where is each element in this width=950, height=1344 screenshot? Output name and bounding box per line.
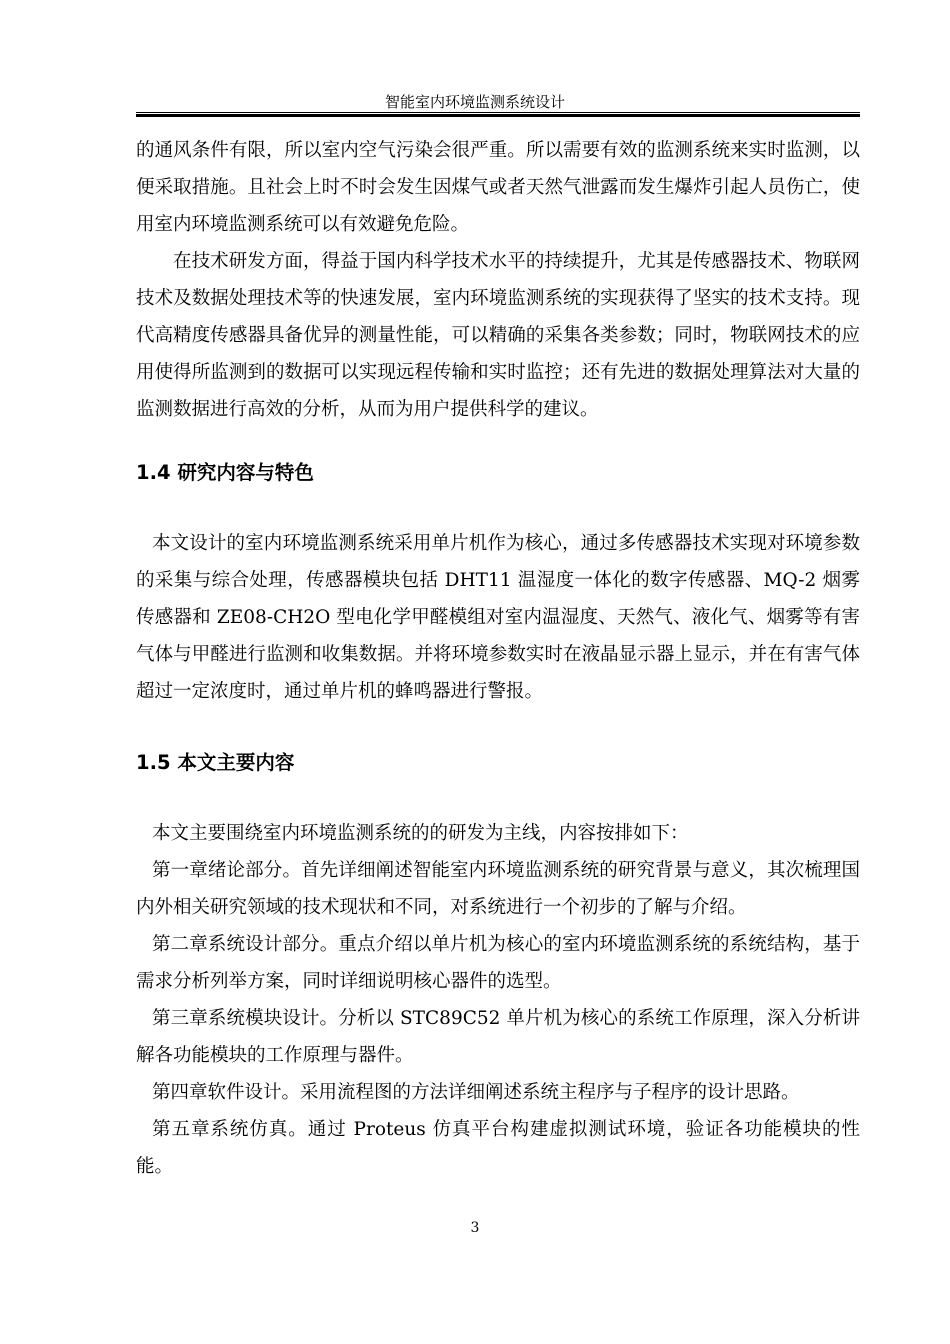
header-rule-thick	[136, 114, 860, 117]
running-header-title: 智能室内环境监测系统设计	[384, 93, 565, 111]
page-number: 3	[470, 1220, 480, 1236]
body-paragraph-chapter-5: 第五章系统仿真。通过 Proteus 仿真平台构建虚拟测试环境，验证各功能模块的性能。	[136, 1119, 860, 1177]
body-paragraph-tech-research: 在技术研发方面，得益于国内科学技术水平的持续提升，尤其是传感器技术、物联网技术及数据处理技术等的快速发展，室内环境监测系统的实现获得了坚实的技术支持。现代高精度传感器具备优异的测量性能，可以精确的采集各类参数；同时，物联网技术的应用使得所监测到的数据可以实现远程传输和实时监控；还有先进的数据处理算法对大量的监测数据进行高效的分析，从而为用户提供科学的建议。	[136, 251, 860, 420]
body-paragraph-chapter-2: 第二章系统设计部分。重点介绍以单片机为核心的室内环境监测系统的系统结构，基于需求分析列举方案，同时详细说明核心器件的选型。	[136, 934, 860, 992]
section-heading-1-4: 1.4 研究内容与特色	[136, 461, 314, 484]
body-paragraph-chapter-1: 第一章绪论部分。首先详细阐述智能室内环境监测系统的研究背景与意义，其次梳理国内外相关研究领域的技术现状和不同，对系统进行一个初步的了解与介绍。	[136, 860, 860, 918]
page-body	[136, 132, 860, 1185]
body-paragraph-continued: 的通风条件有限，所以室内空气污染会很严重。所以需要有效的监测系统来实时监测，以便采取措施。且社会上时不时会发生因煤气或者天然气泄露而发生爆炸引起人员伤亡，使用室内环境监测系统可以有效避免危险。	[136, 140, 860, 235]
body-paragraph-chapter-4: 第四章软件设计。采用流程图的方法详细阐述系统主程序与子程序的设计思路。	[152, 1082, 800, 1103]
section-heading-1-5: 1.5 本文主要内容	[136, 751, 295, 774]
body-paragraph-research-content: 本文设计的室内环境监测系统采用单片机作为核心，通过多传感器技术实现对环境参数的采集与综合处理，传感器模块包括 DHT11 温湿度一体化的数字传感器、MQ-2 烟雾传感器和 ZE08-CH2O 型电化学甲醛模组对室内温湿度、天然气、液化气、烟雾等有害气体与甲醛进行监测和收集数据。并将环境参数实时在液晶显示器上显示，并在有害气体超过一定浓度时，通过单片机的蜂鸣器进行警报。	[136, 533, 860, 702]
body-paragraph-chapter-3: 第三章系统模块设计。分析以 STC89C52 单片机为核心的系统工作原理，深入分析讲解各功能模块的工作原理与器件。	[136, 1008, 860, 1066]
body-paragraph-outline-intro: 本文主要围绕室内环境监测系统的的研发为主线，内容按排如下：	[152, 823, 689, 844]
header-rule-thin	[136, 112, 860, 113]
